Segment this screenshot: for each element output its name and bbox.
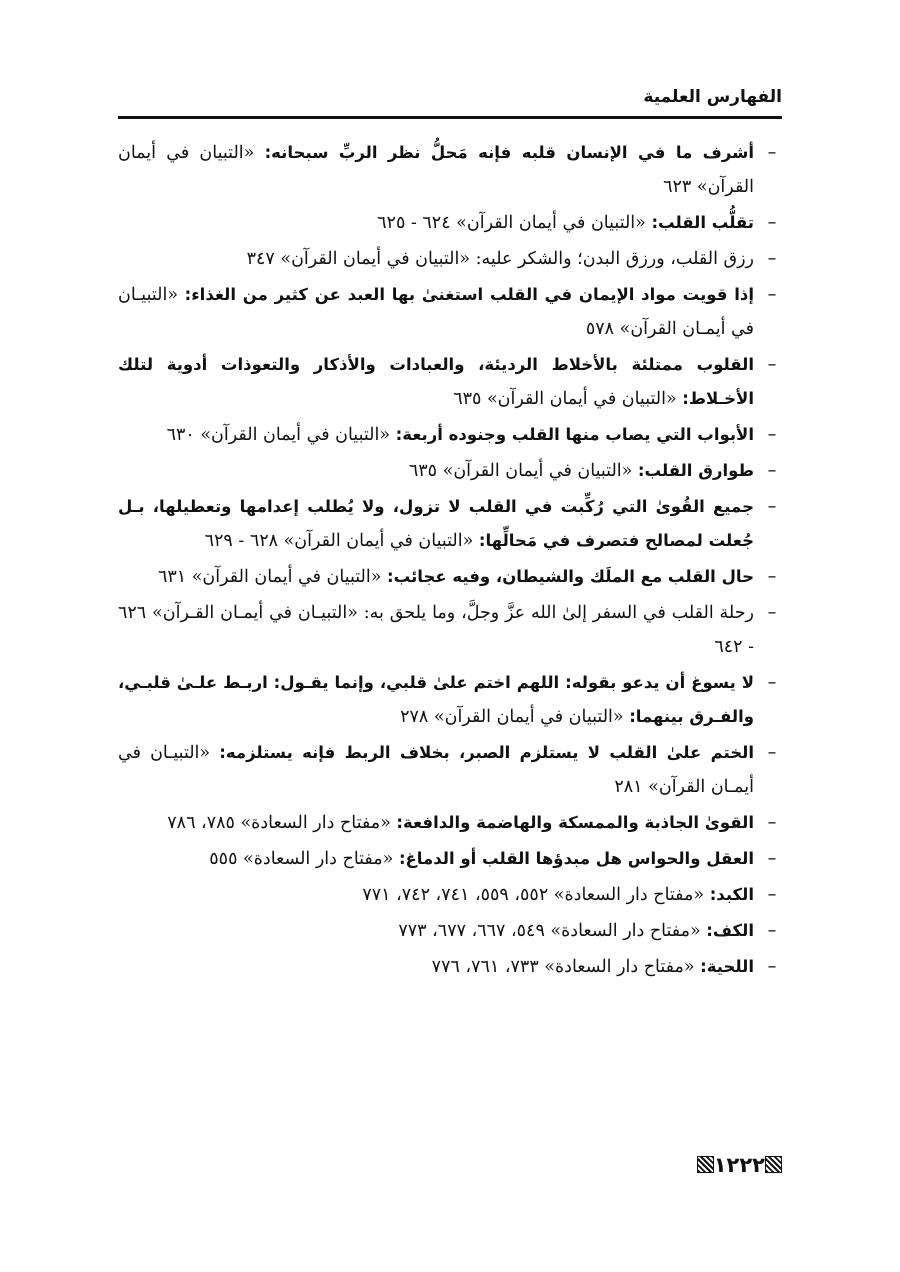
index-entry (118, 454, 782, 488)
dash-bullet: – (767, 461, 777, 481)
entry-reference: «مفتاح دار السعادة» ٥٥٥ (209, 849, 399, 869)
index-entry (118, 490, 782, 558)
index-entry (118, 950, 782, 984)
index-entry (118, 736, 782, 804)
index-entry (118, 878, 782, 912)
dash-bullet: – (767, 285, 777, 305)
dash-bullet: – (767, 213, 777, 233)
entry-reference: «التبيان في أيمان القرآن» ٦٣٥ (408, 461, 638, 481)
entry-reference: رحلة القلب في السفر إلىٰ الله عزَّ وجلَّ، وما يلحق به: «التبيـان في أيمـان القـرآن» ٦٢٦ - ٦٤٢ (118, 603, 754, 657)
dash-bullet: – (767, 849, 777, 869)
dash-bullet: – (767, 425, 777, 445)
entry-title: الكف: (706, 921, 754, 940)
entry-reference: «مفتاح دار السعادة» ٥٥٢، ٥٥٩، ٧٤١، ٧٤٢، ٧٧١ (362, 885, 710, 905)
entry-reference: «التبيان في أيمان القرآن» ٦٢٣ (118, 143, 754, 197)
index-entry (118, 348, 782, 416)
index-entry (118, 206, 782, 240)
index-entry (118, 914, 782, 948)
entry-title: طوارق القلب: (637, 461, 754, 480)
index-entry (118, 842, 782, 876)
dash-bullet: – (767, 143, 777, 163)
entry-reference: «مفتاح دار السعادة» ٧٣٣، ٧٦١، ٧٧٦ (431, 957, 701, 977)
entry-title: الأبواب التي يصاب منها القلب وجنوده أربعة: (395, 425, 754, 444)
entry-title: العقل والحواس هل مبدؤها القلب أو الدماغ: (398, 849, 754, 868)
entry-title: لا يسوغ أن يدعو بقوله: اللهم اختم علىٰ قلبي، وإنما يقـول: اربـط علـىٰ قلبـي، والفـرق بينهما: (118, 673, 754, 726)
running-header: الفهارس العلمية (118, 86, 782, 119)
entry-title: القلوب ممتلئة بالأخلاط الرديئة، والعبادات والأذكار والتعوذات أدوية لتلك الأخـلاط: (118, 355, 754, 408)
dash-bullet: – (767, 567, 777, 587)
index-entry (118, 596, 782, 664)
index-entry (118, 242, 782, 276)
entry-reference: «التبيان في أيمان القرآن» ٦٢٨ - ٦٢٩ (204, 531, 479, 551)
entry-title: الكبد: (709, 885, 754, 904)
ornament-icon (765, 1156, 782, 1173)
dash-bullet: – (767, 743, 777, 763)
page-number: ١٢٢٢ (713, 1153, 765, 1177)
entry-reference: «التبيان في أيمان القرآن» ٦٣٠ (166, 425, 396, 445)
entry-reference: «التبيان في أيمان القرآن» ٦٣١ (157, 567, 388, 587)
entry-reference: «مفتاح دار السعادة» ٧٨٥، ٧٨٦ (167, 813, 397, 833)
page-footer (620, 1152, 782, 1178)
entry-title: حال القلب مع الملَك والشيطان، وفيه عجائب: (387, 567, 754, 586)
entry-title: جميع القُوىٰ التي رُكِّبت في القلب لا تزول، ولا يُطلب إعدامها وتعطيلها، بـل جُعلت لمصالح فتصرف في مَحالِّها: (118, 497, 754, 550)
entry-title: اللحية: (700, 957, 754, 976)
index-entry (118, 418, 782, 452)
dash-bullet: – (767, 603, 777, 623)
index-entry (118, 278, 782, 346)
index-entry (118, 806, 782, 840)
entry-reference: «التبيان في أيمان القرآن» ٢٧٨ (400, 707, 630, 727)
entry-reference: «التبيان في أيمان القرآن» ٦٢٤ - ٦٢٥ (377, 213, 652, 233)
index-entry (118, 560, 782, 594)
dash-bullet: – (767, 921, 777, 941)
dash-bullet: – (767, 249, 777, 269)
dash-bullet: – (767, 673, 777, 693)
entry-title: إذا قويت مواد الإيمان في القلب استغنىٰ بها العبد عن كثير من الغذاء: (184, 285, 754, 304)
dash-bullet: – (767, 885, 777, 905)
entry-reference: «مفتاح دار السعادة» ٥٤٩، ٦٦٧، ٦٧٧، ٧٧٣ (398, 921, 707, 941)
index-entry (118, 666, 782, 734)
entry-title: تقلُّب القلب: (651, 213, 754, 232)
entry-reference: «التبيان في أيمان القرآن» ٦٣٥ (453, 389, 683, 409)
entry-title: القوىٰ الجاذبة والممسكة والهاضمة والدافعة: (396, 813, 754, 832)
dash-bullet: – (767, 497, 777, 517)
dash-bullet: – (767, 355, 777, 375)
entry-title: الختم علىٰ القلب لا يستلزم الصبر، بخلاف الربط فإنه يستلزمه: (219, 743, 754, 762)
index-entry (118, 136, 782, 204)
entry-title: أشرف ما في الإنسان قلبه فإنه مَحلُّ نظر الربِّ سبحانه: (264, 143, 754, 162)
dash-bullet: – (767, 957, 777, 977)
entry-reference: «التبيـان في أيمـان القرآن» ٢٨١ (118, 743, 754, 797)
entry-reference: رزق القلب، ورزق البدن؛ والشكر عليه: «التبيان في أيمان القرآن» ٣٤٧ (246, 249, 754, 269)
entry-reference: «التبيـان في أيمـان القرآن» ٥٧٨ (118, 285, 754, 339)
index-entries (118, 136, 782, 986)
dash-bullet: – (767, 813, 777, 833)
ornament-icon (697, 1156, 714, 1173)
